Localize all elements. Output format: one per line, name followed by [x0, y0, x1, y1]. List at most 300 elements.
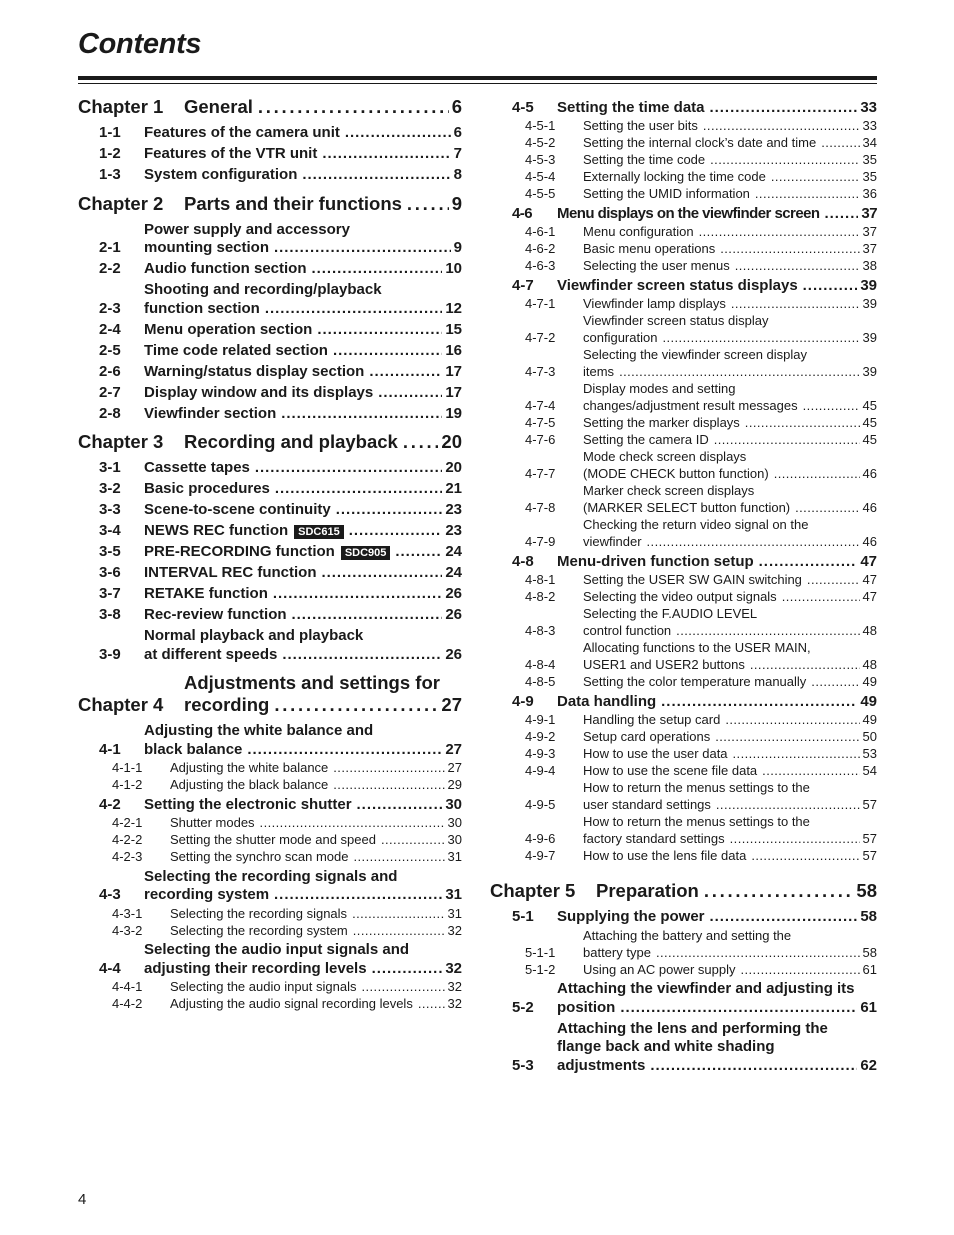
toc-sub-entry[interactable] — [490, 673, 877, 690]
dot-leader — [333, 776, 444, 793]
toc-page-number: 57 — [862, 848, 877, 863]
toc-title-line — [170, 776, 462, 793]
dot-leader — [333, 342, 442, 361]
toc-title-line — [170, 905, 462, 922]
toc-title-text: (MARKER SELECT button function) — [583, 500, 791, 515]
toc-title-line — [583, 847, 877, 864]
toc-section-entry[interactable] — [490, 205, 877, 224]
toc-entry-title — [144, 585, 462, 604]
toc-entry-number: 4-3-1 — [112, 905, 143, 921]
toc-sub-entry[interactable] — [78, 776, 462, 793]
toc-page-number: 32 — [445, 959, 462, 977]
toc-title-text: viewfinder — [583, 534, 642, 549]
toc-section-entry[interactable] — [490, 277, 877, 296]
toc-title-line — [144, 342, 462, 361]
toc-title-line — [583, 571, 877, 588]
toc-page-number: 21 — [445, 480, 462, 497]
toc-title-text: System configuration — [144, 166, 298, 183]
toc-entry-title — [144, 405, 462, 424]
toc-page-number: 46 — [862, 534, 877, 549]
toc-entry-number: 3-3 — [99, 501, 121, 518]
toc-entry-title — [184, 431, 462, 453]
toc-title-line — [583, 223, 877, 240]
toc-entry-number: 2-7 — [99, 383, 121, 401]
toc-section-entry[interactable] — [78, 796, 462, 815]
toc-title-line — [144, 886, 462, 905]
dot-leader — [407, 193, 449, 215]
toc-title-line — [144, 260, 462, 279]
toc-entry-title — [583, 380, 877, 414]
toc-section-entry[interactable] — [78, 145, 462, 164]
toc-entry-title — [583, 134, 877, 151]
toc-title-text: Selecting the recording system — [170, 922, 348, 938]
toc-entry-title — [583, 516, 877, 550]
toc-entry-title — [583, 745, 877, 762]
toc-title-text: Setting the synchro scan mode — [170, 849, 349, 864]
toc-sub-entry[interactable] — [490, 380, 877, 414]
toc-title-line — [557, 1057, 877, 1076]
toc-title-line — [557, 553, 877, 572]
toc-sub-entry[interactable] — [490, 431, 877, 448]
dot-leader — [720, 240, 859, 257]
dot-leader — [247, 741, 442, 760]
toc-page-number: 34 — [862, 135, 877, 150]
toc-page-number: 47 — [860, 552, 877, 570]
toc-title-line — [144, 363, 462, 382]
toc-page-number: 31 — [445, 886, 462, 903]
toc-sub-entry[interactable] — [490, 185, 877, 202]
dot-leader — [735, 257, 860, 274]
toc-title-line — [170, 922, 462, 939]
toc-page-number: 45 — [862, 432, 877, 447]
toc-sub-entry[interactable] — [490, 257, 877, 274]
toc-section-entry[interactable] — [78, 627, 462, 664]
toc-entry-number: 5-2 — [512, 998, 534, 1016]
toc-title-line — [170, 831, 462, 848]
toc-title-line — [596, 880, 877, 902]
toc-section-entry[interactable] — [78, 260, 462, 279]
toc-title-text: Selecting the F.AUDIO LEVEL — [583, 606, 758, 621]
toc-title-text: Externally locking the time code — [583, 169, 766, 184]
toc-title-line — [144, 564, 462, 583]
toc-entry-number: 4-6-3 — [525, 258, 556, 273]
toc-page-number: 27 — [441, 694, 462, 715]
toc-entry-number: 4-7-8 — [525, 500, 556, 515]
toc-page-number: 26 — [445, 645, 462, 663]
toc-entry-number: 5-1-1 — [525, 944, 556, 960]
toc-title-line — [583, 762, 877, 779]
toc-chapter-entry[interactable] — [78, 672, 462, 716]
toc-sub-entry[interactable] — [490, 847, 877, 864]
toc-title-text: USER1 and USER2 buttons — [583, 657, 745, 672]
toc-title-text: Menu displays on the viewfinder screen — [557, 204, 820, 222]
toc-entry-title — [583, 813, 877, 847]
toc-title-text: Adjusting the audio signal recording levels — [170, 996, 413, 1011]
toc-page-number: 35 — [862, 152, 877, 167]
toc-title-text: How to use the lens file data — [583, 848, 747, 863]
toc-title-text: RETAKE function — [144, 585, 268, 602]
toc-sub-entry[interactable] — [78, 759, 462, 776]
toc-title-line — [144, 124, 462, 143]
toc-title-line — [583, 728, 877, 745]
toc-entry-title — [583, 482, 877, 516]
toc-sub-entry[interactable] — [78, 922, 462, 939]
toc-page-number: 26 — [445, 585, 462, 602]
toc-section-entry[interactable] — [78, 543, 462, 562]
toc-section-entry[interactable] — [490, 693, 877, 712]
dot-leader — [703, 117, 860, 134]
toc-entry-title — [596, 880, 877, 902]
toc-entry-number: 2-4 — [99, 320, 121, 338]
toc-title-line — [583, 465, 877, 482]
dot-leader — [774, 465, 860, 482]
toc-title-line — [144, 606, 462, 625]
toc-entry-title — [144, 342, 462, 361]
toc-entry-number: 3-7 — [99, 585, 121, 602]
toc-title-line — [144, 585, 462, 604]
toc-section-entry[interactable] — [78, 868, 462, 905]
toc-sub-entry[interactable] — [78, 814, 462, 831]
toc-title-text: Rec-review function — [144, 606, 287, 623]
toc-title-text: Normal playback and playback — [144, 627, 364, 644]
toc-title-text: Viewfinder screen status displays — [557, 276, 798, 294]
toc-sub-entry[interactable] — [490, 728, 877, 745]
toc-entry-number: 4-6 — [512, 204, 533, 222]
toc-section-entry[interactable] — [490, 99, 877, 118]
toc-entry-number: 4-5-4 — [525, 169, 556, 184]
toc-page-number: 48 — [862, 623, 877, 638]
toc-sub-entry[interactable] — [490, 346, 877, 380]
toc-title-line — [557, 693, 877, 712]
toc-page-number: 27 — [447, 760, 462, 775]
toc-title-text: Attaching the battery and setting the — [583, 927, 792, 943]
toc-title-line — [144, 796, 462, 815]
toc-title-text: Display window and its displays — [144, 383, 374, 401]
toc-title-line — [144, 646, 462, 665]
toc-sub-entry[interactable] — [490, 639, 877, 673]
toc-section-entry[interactable] — [78, 384, 462, 403]
toc-entry-title — [144, 384, 462, 403]
toc-entry-title — [144, 627, 462, 664]
toc-entry-number: 4-2 — [99, 795, 121, 813]
toc-title-line — [557, 205, 877, 224]
toc-title-text: configuration — [583, 330, 658, 345]
toc-entry-number: 5-1-2 — [525, 961, 556, 977]
toc-entry-number: 4-8-3 — [525, 623, 556, 638]
toc-entry-number: Chapter 4 — [78, 694, 164, 715]
dot-leader — [275, 480, 442, 499]
toc-title-line — [583, 134, 877, 151]
dot-leader — [750, 656, 860, 673]
toc-title-text: Setting the time code — [583, 152, 706, 167]
toc-page-number: 37 — [861, 204, 877, 222]
dot-leader — [731, 295, 860, 312]
toc-section-entry[interactable] — [78, 480, 462, 499]
toc-title-text: Using an AC power supply — [583, 961, 736, 977]
toc-entry-title — [144, 124, 462, 143]
toc-entry-number: 5-3 — [512, 1056, 534, 1074]
toc-sub-entry[interactable] — [490, 571, 877, 588]
toc-sub-entry[interactable] — [490, 240, 877, 257]
toc-sub-entry[interactable] — [490, 605, 877, 639]
toc-title-line — [583, 257, 877, 274]
toc-entry-number: 4-9-2 — [525, 729, 556, 744]
toc-page-number: 33 — [862, 118, 877, 133]
toc-entry-title — [583, 762, 877, 779]
toc-page-number: 12 — [445, 299, 462, 317]
toc-sub-entry[interactable] — [490, 482, 877, 516]
toc-entry-number: 2-5 — [99, 341, 121, 359]
toc-title-text: black balance — [144, 740, 243, 758]
toc-title-line — [583, 639, 877, 656]
dot-leader — [715, 728, 859, 745]
toc-sub-entry[interactable] — [490, 168, 877, 185]
toc-page-number: 30 — [445, 795, 462, 813]
dot-leader — [751, 847, 859, 864]
toc-sub-entry[interactable] — [78, 848, 462, 865]
toc-entry-number: 4-1-2 — [112, 777, 143, 792]
toc-sub-entry[interactable] — [490, 312, 877, 346]
toc-section-entry[interactable] — [490, 980, 877, 1017]
toc-title-text: control function — [583, 623, 672, 638]
toc-page-number: 45 — [862, 398, 877, 413]
dot-leader — [333, 759, 444, 776]
toc-page-number: 31 — [447, 905, 462, 921]
toc-title-line — [184, 193, 462, 215]
dot-leader — [354, 848, 445, 865]
toc-title-text: Setting the marker displays — [583, 415, 740, 430]
toc-entry-number: 4-7-7 — [525, 466, 556, 481]
toc-entry-title — [144, 281, 462, 318]
toc-title-line — [144, 501, 462, 520]
toc-section-entry[interactable] — [78, 342, 462, 361]
toc-entry-title — [583, 605, 877, 639]
toc-section-entry[interactable] — [78, 321, 462, 340]
toc-entry-number: 4-8 — [512, 552, 534, 570]
toc-sub-entry[interactable] — [78, 995, 462, 1012]
toc-chapter-entry[interactable] — [78, 431, 462, 453]
toc-entry-number: Chapter 5 — [490, 880, 576, 901]
toc-entry-number: 4-7-5 — [525, 415, 556, 430]
toc-entry-number: 4-2-2 — [112, 832, 143, 847]
toc-title-line — [184, 694, 462, 716]
toc-entry-number: Chapter 3 — [78, 431, 164, 452]
toc-title-line — [557, 1020, 877, 1039]
toc-section-entry[interactable] — [78, 124, 462, 143]
toc-sub-entry[interactable] — [78, 831, 462, 848]
toc-title-text: Setting the color temperature manually — [583, 674, 807, 689]
dot-leader — [403, 431, 439, 453]
toc-title-text: Setting the electronic shutter — [144, 795, 352, 813]
toc-title-text: Supplying the power — [557, 908, 705, 925]
toc-sub-entry[interactable] — [490, 414, 877, 431]
toc-section-entry[interactable] — [78, 281, 462, 318]
toc-entry-title — [144, 480, 462, 499]
toc-entry-title — [583, 151, 877, 168]
toc-entry-number: 2-2 — [99, 260, 121, 277]
toc-page-number: 17 — [445, 383, 462, 401]
toc-title-text: adjustments — [557, 1056, 646, 1074]
toc-title-text: items — [583, 364, 615, 379]
toc-right-column — [490, 96, 877, 1075]
dot-leader — [282, 646, 442, 665]
toc-sub-entry[interactable] — [490, 516, 877, 550]
toc-section-entry[interactable] — [78, 166, 462, 185]
toc-title-text: Time code related section — [144, 341, 328, 359]
toc-entry-number: 4-5-5 — [525, 186, 556, 201]
toc-page-number: 24 — [445, 543, 462, 560]
toc-chapter-entry[interactable] — [490, 880, 877, 902]
page-number: 4 — [78, 1191, 87, 1208]
toc-entry-number: 3-4 — [99, 522, 121, 539]
toc-sub-entry[interactable] — [490, 813, 877, 847]
toc-page-number: 24 — [445, 564, 462, 581]
dot-leader — [807, 571, 860, 588]
toc-entry-title — [170, 759, 462, 776]
toc-entry-title — [144, 166, 462, 185]
dot-leader — [656, 944, 860, 961]
toc-section-entry[interactable] — [78, 221, 462, 258]
toc-title-line — [144, 384, 462, 403]
toc-sub-entry[interactable] — [78, 978, 462, 995]
toc-title-line — [583, 185, 877, 202]
toc-title-text: Setting the time data — [557, 98, 705, 116]
toc-title-line — [144, 480, 462, 499]
toc-sub-entry[interactable] — [490, 762, 877, 779]
toc-title-text: General — [184, 96, 253, 117]
toc-entry-number: 3-2 — [99, 480, 121, 497]
dot-leader — [662, 329, 859, 346]
toc-entry-title — [170, 905, 462, 922]
toc-title-line — [170, 978, 462, 995]
toc-sub-entry[interactable] — [490, 134, 877, 151]
toc-page-number: 39 — [862, 296, 877, 311]
toc-title-line — [144, 166, 462, 185]
dot-leader — [710, 908, 858, 927]
toc-section-entry[interactable] — [490, 1020, 877, 1076]
toc-page-number: 7 — [453, 145, 462, 162]
toc-page-number: 54 — [862, 763, 877, 778]
toc-title-text: changes/adjustment result messages — [583, 398, 798, 413]
toc-section-entry[interactable] — [78, 405, 462, 424]
toc-section-entry[interactable] — [78, 501, 462, 520]
toc-entry-number: 2-3 — [99, 299, 121, 317]
dot-leader — [395, 543, 442, 562]
toc-entry-title — [583, 346, 877, 380]
toc-chapter-entry[interactable] — [78, 96, 462, 118]
toc-sub-entry[interactable] — [78, 905, 462, 922]
dot-leader — [322, 564, 443, 583]
toc-entry-number: 4-9-3 — [525, 746, 556, 761]
toc-entry-number: 2-6 — [99, 362, 121, 380]
toc-page-number: 58 — [856, 880, 877, 901]
toc-sub-entry[interactable] — [490, 117, 877, 134]
toc-section-entry[interactable] — [78, 585, 462, 604]
toc-section-entry[interactable] — [78, 941, 462, 978]
toc-title-text: INTERVAL REC function — [144, 564, 317, 581]
toc-page-number: 37 — [862, 224, 877, 239]
toc-page-number: 39 — [862, 364, 877, 379]
toc-entry-number: 2-1 — [99, 239, 121, 256]
dot-leader — [795, 499, 859, 516]
toc-page-number: 61 — [862, 961, 877, 977]
toc-entry-number: 3-8 — [99, 606, 121, 623]
toc-entry-title — [557, 1020, 877, 1076]
toc-entry-title — [144, 321, 462, 340]
dot-leader — [281, 405, 442, 424]
toc-entry-title — [184, 672, 462, 716]
toc-sub-entry[interactable] — [490, 779, 877, 813]
toc-page-number: 36 — [862, 186, 877, 201]
toc-title-line — [144, 741, 462, 760]
toc-entry-title — [583, 673, 877, 690]
toc-section-entry[interactable] — [78, 564, 462, 583]
toc-section-entry[interactable] — [490, 553, 877, 572]
toc-section-entry[interactable] — [78, 522, 462, 541]
toc-sub-entry[interactable] — [490, 745, 877, 762]
toc-sub-entry[interactable] — [490, 295, 877, 312]
toc-sub-entry[interactable] — [490, 961, 877, 978]
toc-entry-title — [144, 501, 462, 520]
toc-title-line — [583, 673, 877, 690]
toc-entry-title — [583, 414, 877, 431]
toc-section-entry[interactable] — [78, 459, 462, 478]
toc-sub-entry[interactable] — [490, 711, 877, 728]
toc-entry-number: 4-4 — [99, 959, 121, 977]
toc-title-text: Menu configuration — [583, 224, 694, 239]
toc-sub-entry[interactable] — [490, 927, 877, 961]
toc-entry-number: 4-5 — [512, 98, 534, 116]
toc-title-line — [144, 405, 462, 424]
toc-section-entry[interactable] — [78, 363, 462, 382]
toc-section-entry[interactable] — [490, 908, 877, 927]
toc-entry-title — [557, 205, 877, 224]
toc-entry-title — [583, 639, 877, 673]
toc-title-line — [144, 941, 462, 960]
toc-entry-number: 4-2-1 — [112, 815, 143, 830]
toc-page-number: 47 — [862, 589, 877, 604]
toc-chapter-entry[interactable] — [78, 193, 462, 215]
toc-title-line — [583, 588, 877, 605]
toc-sub-entry[interactable] — [490, 151, 877, 168]
toc-entry-title — [583, 927, 877, 961]
dot-leader — [733, 745, 860, 762]
toc-entry-number: 4-2-3 — [112, 849, 143, 864]
toc-entry-title — [557, 980, 877, 1017]
toc-entry-number: 4-7-2 — [525, 330, 556, 345]
toc-entry-number: 1-3 — [99, 166, 121, 183]
toc-title-line — [144, 300, 462, 319]
dot-leader — [255, 459, 442, 478]
toc-title-text: Adjusting the white balance — [170, 760, 329, 775]
toc-sub-entry[interactable] — [490, 223, 877, 240]
toc-title-text: Setting the camera ID — [583, 432, 709, 447]
toc-section-entry[interactable] — [78, 722, 462, 759]
toc-section-entry[interactable] — [78, 606, 462, 625]
toc-entry-title — [557, 277, 877, 296]
dot-leader — [647, 533, 860, 550]
toc-page-number: 32 — [447, 996, 462, 1011]
dot-leader — [317, 321, 442, 340]
toc-sub-entry[interactable] — [490, 448, 877, 482]
toc-sub-entry[interactable] — [490, 588, 877, 605]
toc-title-line — [144, 543, 462, 562]
toc-entry-title — [583, 312, 877, 346]
toc-title-text: Parts and their functions — [184, 192, 402, 214]
toc-title-text: Setup card operations — [583, 729, 711, 744]
toc-entry-number: 4-9-5 — [525, 797, 556, 812]
toc-entry-number: 3-6 — [99, 564, 121, 581]
